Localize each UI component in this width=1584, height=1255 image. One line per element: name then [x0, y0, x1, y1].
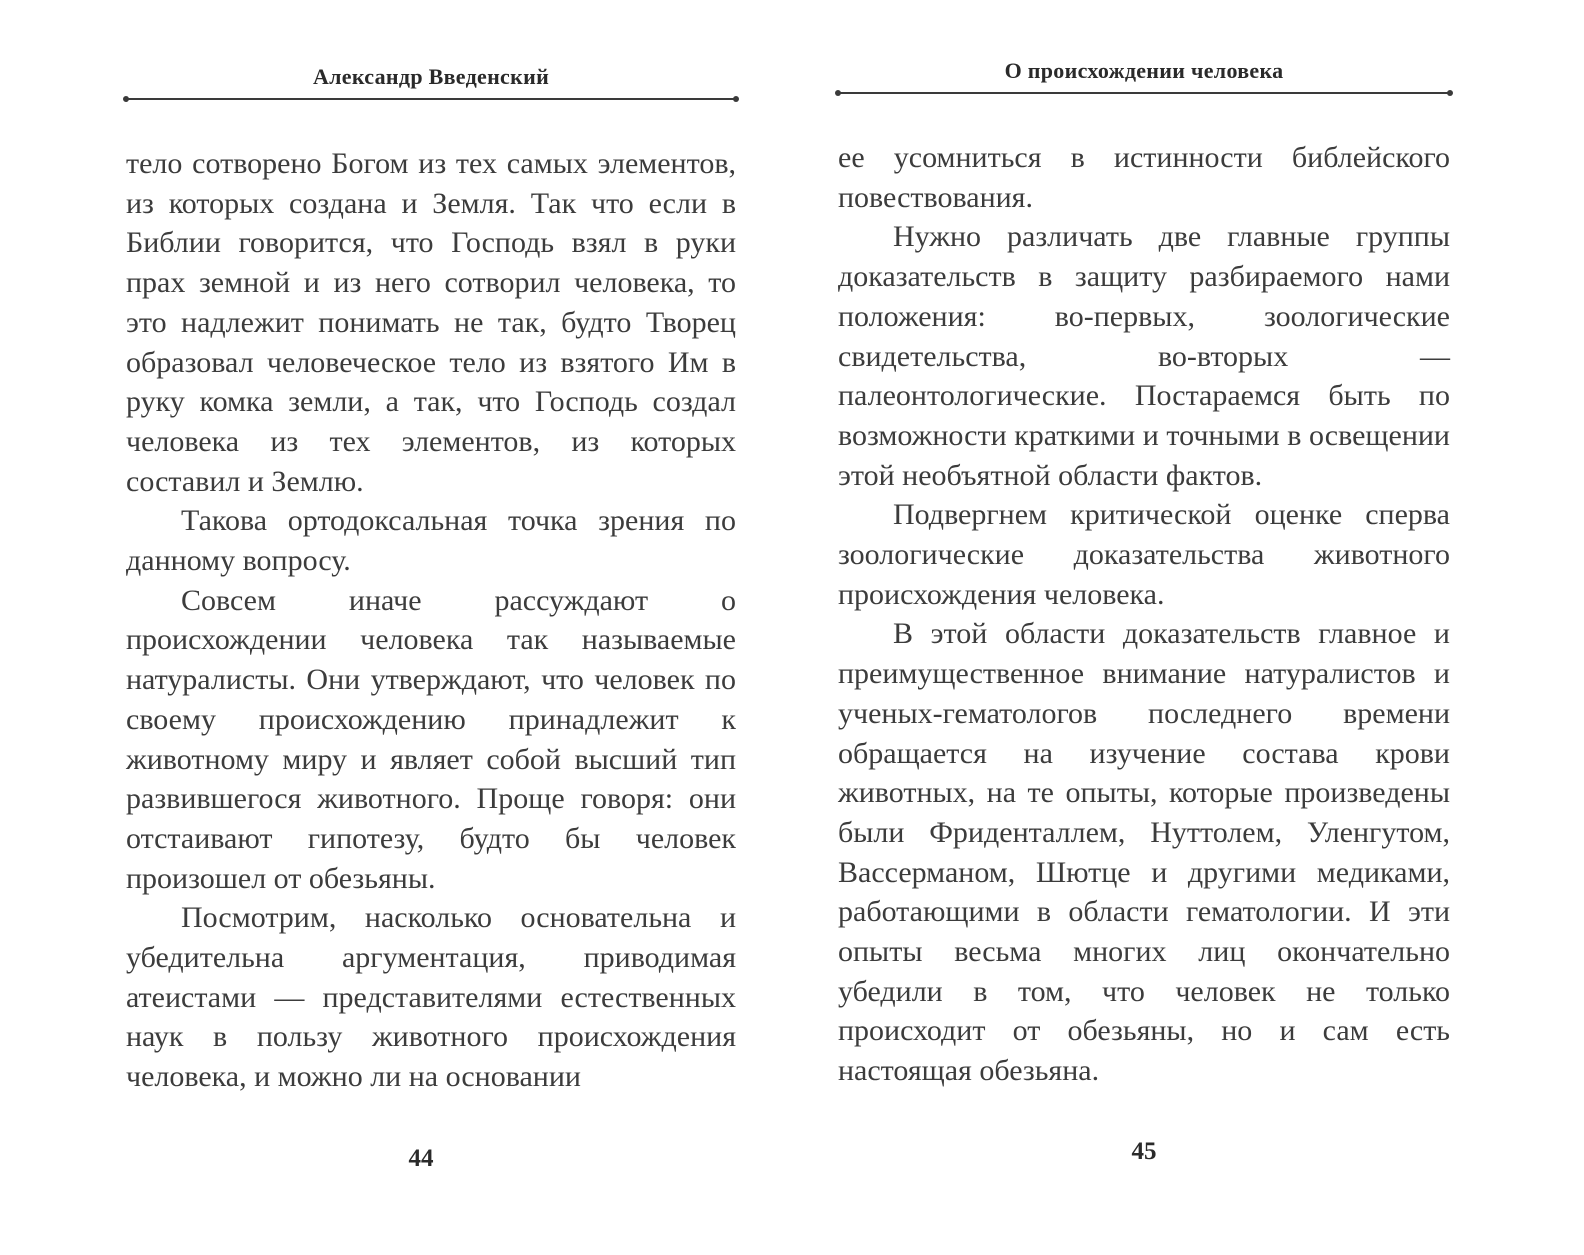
right-paragraph-2: Нужно различать две главные группы доказательств в защиту разбираемого нами положения: во-первых, зоологические свидетельства, во-вторых — палеонтологические. Постараемся быть по возможности краткими и точными в освещении этой необъятной области фактов. — [838, 220, 1450, 492]
right-paragraph-3: Подвергнем критической оценке сперва зоологические доказательства животного происхождения человека. — [838, 498, 1450, 611]
left-page — [126, 0, 736, 1255]
left-paragraph-4: Посмотрим, насколько основательна и убедительна аргументация, приводимая атеистами — представителями естественных наук в пользу животного происхождения человека, и можно ли на основании — [126, 901, 736, 1094]
left-page-number: 44 — [408, 1145, 434, 1172]
right-body-text — [838, 138, 1450, 1091]
right-paragraph-4: В этой области доказательств главное и преимущественное внимание натуралистов и ученых-гематологов последнего времени обращается на изучение состава крови животных, на те опыты, которые произведены были Фриденталлем, Нуттолем, Уленгутом, Вассерманом, Шютце и другими медиками, работающими в области гематологии. И эти опыты весьма многих лиц окончательно убедили в том, что человек не только происходит от обезьяны, но и сам есть настоящая обезьяна. — [838, 617, 1450, 1088]
right-paragraph-1: ее усомниться в истинности библейского повествования. — [838, 141, 1450, 214]
right-page — [838, 0, 1450, 1255]
right-header-rule — [838, 92, 1450, 94]
left-paragraph-1: тело сотворено Богом из тех самых элементов, из которых создана и Земля. Так что если в Библии говорится, что Господь взял в руки прах земной и из него сотворил человека, то это надлежит понимать не так, будто Творец образовал человеческое тело из взятого Им в руку комка земли, а так, что Господь создал человека из тех элементов, из которых составил и Землю. — [126, 147, 736, 498]
right-running-head: О происхождении человека — [1004, 58, 1284, 83]
left-running-head: Александр Введенский — [312, 64, 550, 89]
left-paragraph-3: Совсем иначе рассуждают о происхождении человека так называемые натуралисты. Они утверждают, что человек по своему происхождению принадлежит к животному миру и являет собой высший тип развившегося животного. Проще говоря: они отстаивают гипотезу, будто бы человек произошел от обезьяны. — [126, 583, 736, 895]
right-page-number: 45 — [1131, 1138, 1157, 1165]
left-paragraph-2: Такова ортодоксальная точка зрения по данному вопросу. — [126, 504, 736, 578]
left-body-text — [126, 144, 736, 1097]
left-header-rule — [126, 98, 736, 100]
